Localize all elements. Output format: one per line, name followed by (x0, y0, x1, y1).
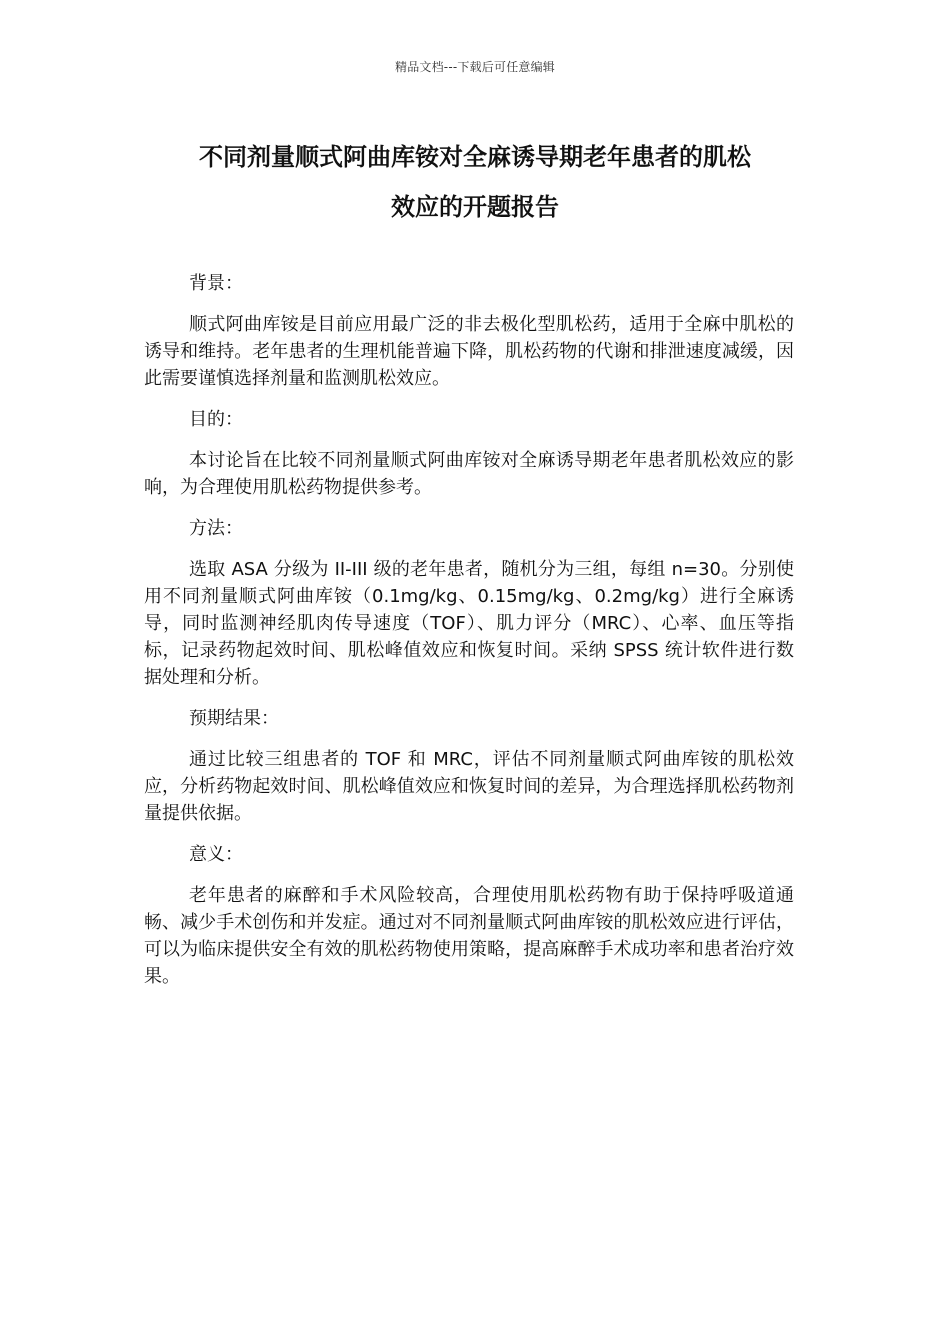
section-paragraph: 顺式阿曲库铵是目前应用最广泛的非去极化型肌松药，适用于全麻中肌松的诱导和维持。老年患者的生理机能普遍下降，肌松药物的代谢和排泄速度减缓，因此需要谨慎选择剂量和监测肌松效应。 (144, 314, 794, 389)
section-background (144, 270, 794, 392)
section-expected-results (144, 705, 794, 827)
section-heading: 意义： (189, 844, 243, 865)
section-significance (144, 841, 794, 990)
section-purpose (144, 406, 794, 501)
section-paragraph: 本讨论旨在比较不同剂量顺式阿曲库铵对全麻诱导期老年患者肌松效应的影响，为合理使用肌松药物提供参考。 (144, 450, 794, 498)
document-body (144, 270, 794, 1004)
title-line-2: 效应的开题报告 (391, 193, 559, 221)
title-line-1: 不同剂量顺式阿曲库铵对全麻诱导期老年患者的肌松 (199, 143, 751, 171)
section-heading: 方法： (189, 518, 243, 539)
section-heading: 预期结果： (189, 708, 279, 729)
section-paragraph: 通过比较三组患者的 TOF 和 MRC，评估不同剂量顺式阿曲库铵的肌松效应，分析药物起效时间、肌松峰值效应和恢复时间的差异，为合理选择肌松药物剂量提供依据。 (144, 749, 794, 824)
section-paragraph: 选取 ASA 分级为 II-III 级的老年患者，随机分为三组，每组 n=30。分别使用不同剂量顺式阿曲库铵（0.1mg/kg、0.15mg/kg、0.2mg/kg）进行全麻诱导，同时监测神经肌肉传导速度（TOF）、肌力评分（MRC）、心率、血压等指标，记录药物起效时间、肌松峰值效应和恢复时间。采纳 SPSS 统计软件进行数据处理和分析。 (144, 559, 794, 688)
section-paragraph: 老年患者的麻醉和手术风险较高，合理使用肌松药物有助于保持呼吸道通畅、减少手术创伤和并发症。通过对不同剂量顺式阿曲库铵的肌松效应进行评估，可以为临床提供安全有效的肌松药物使用策略，提高麻醉手术成功率和患者治疗效果。 (144, 885, 794, 987)
section-heading: 背景： (189, 273, 243, 294)
page-header: 精品文档---下载后可任意编辑 (395, 60, 555, 74)
document-title (140, 132, 810, 232)
section-method (144, 515, 794, 691)
section-heading: 目的： (189, 409, 243, 430)
